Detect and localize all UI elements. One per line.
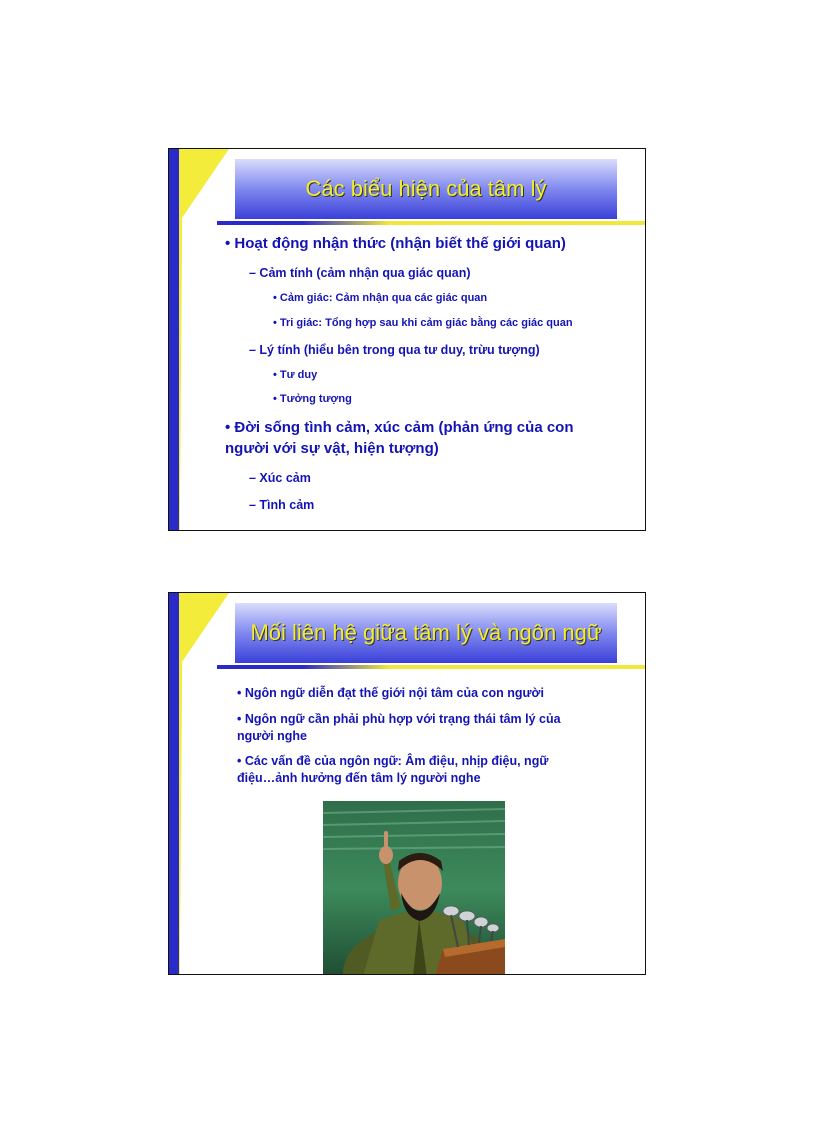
bullet-level1: • Hoạt động nhận thức (nhận biết thế giới quan) — [225, 235, 566, 252]
bullet-level3: • Tri giác: Tổng hợp sau khi cảm giác bằng các giác quan — [273, 317, 573, 329]
slide-title-box — [235, 159, 617, 219]
bullet-level3: • Cảm giác: Cảm nhận qua các giác quan — [273, 292, 488, 304]
speaker-photo — [323, 801, 505, 975]
bullet-item-continued: người nghe — [237, 729, 308, 743]
blue-accent-bar — [169, 149, 179, 530]
slide-1 — [168, 148, 646, 531]
slide-title: Mối liên hệ giữa tâm lý và ngôn ngữ — [250, 620, 602, 645]
bullet-level2: – Xúc cảm — [249, 471, 311, 485]
bullet-level1-continued: người với sự vật, hiện tượng) — [225, 440, 439, 457]
bullet-level2: – Tình cảm — [249, 498, 315, 512]
bullet-item: • Ngôn ngữ cần phải phù hợp với trạng thái tâm lý của — [237, 712, 561, 726]
bullet-item: • Các vấn đề của ngôn ngữ: Âm điệu, nhịp điệu, ngữ — [237, 754, 549, 768]
bullet-level2: – Lý tính (hiểu bên trong qua tư duy, trừu tượng) — [249, 343, 540, 357]
bullet-item: • Ngôn ngữ diễn đạt thế giới nội tâm của con người — [237, 686, 544, 700]
bullet-level2: – Cảm tính (cảm nhận qua giác quan) — [249, 266, 471, 280]
slide-2 — [168, 592, 646, 975]
title-underline — [217, 665, 646, 669]
bullet-level3: • Tưởng tượng — [273, 393, 352, 405]
bullet-item-continued: điệu…ảnh hưởng đến tâm lý người nghe — [237, 771, 481, 785]
bullet-level3: • Tư duy — [273, 369, 318, 381]
slide-title: Các biểu hiện của tâm lý — [305, 176, 547, 201]
bullet-level1: • Đời sống tình cảm, xúc cảm (phản ứng của con — [225, 419, 574, 436]
blue-accent-bar — [169, 593, 179, 974]
title-underline — [217, 221, 646, 225]
slide-title-box — [235, 603, 617, 663]
